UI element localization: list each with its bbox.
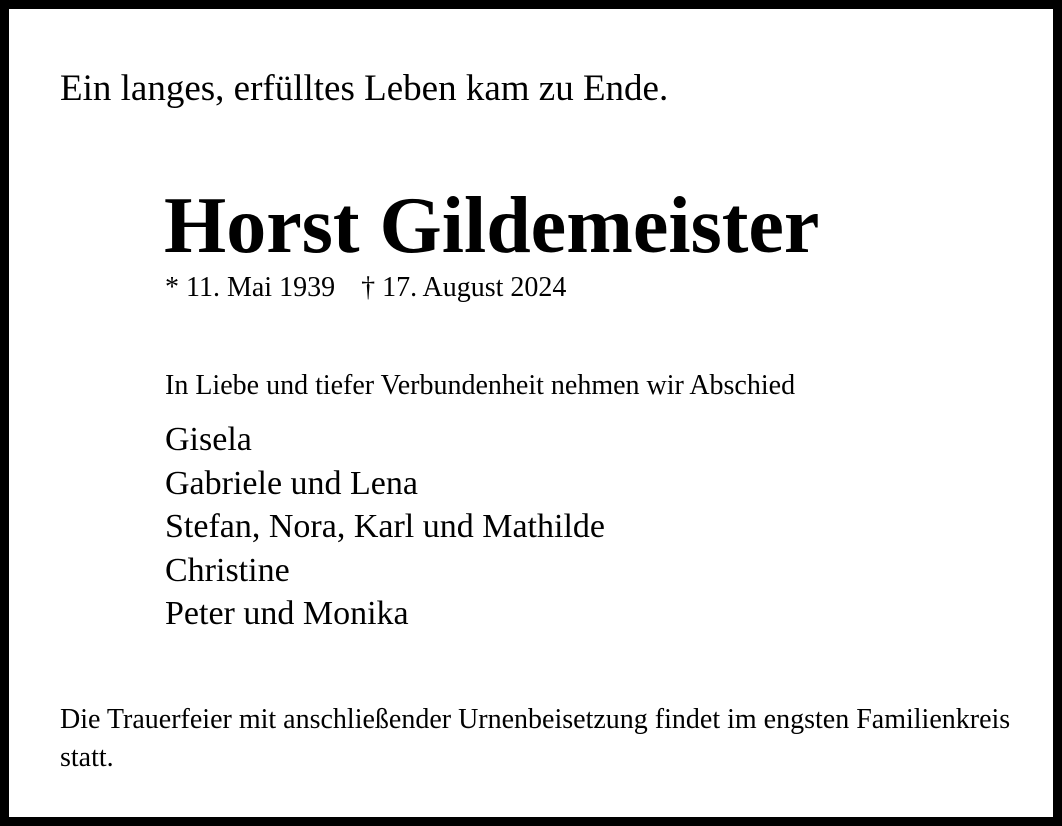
mourner-name: Peter und Monika [165,595,409,632]
mourners-list [165,418,605,636]
life-dates [165,271,566,305]
mourner-name: Stefan, Nora, Karl und Mathilde [165,508,605,545]
mourner-name: Gabriele und Lena [165,464,418,502]
mourner-name: Gisela [165,421,252,458]
deceased-name: Horst Gildemeister [164,182,820,270]
death-date: † 17. August 2024 [361,272,567,303]
mourner-name: Christine [165,551,290,589]
intro-text: Ein langes, erfülltes Leben kam zu Ende. [60,68,669,109]
farewell-text: In Liebe und tiefer Verbundenheit nehmen wir Abschied [165,370,796,401]
funeral-note: Die Trauerfeier mit anschließender Urnenbeisetzung findet im engsten Familienkreis statt. [60,704,1011,773]
birth-date: * 11. Mai 1939 [165,272,336,303]
